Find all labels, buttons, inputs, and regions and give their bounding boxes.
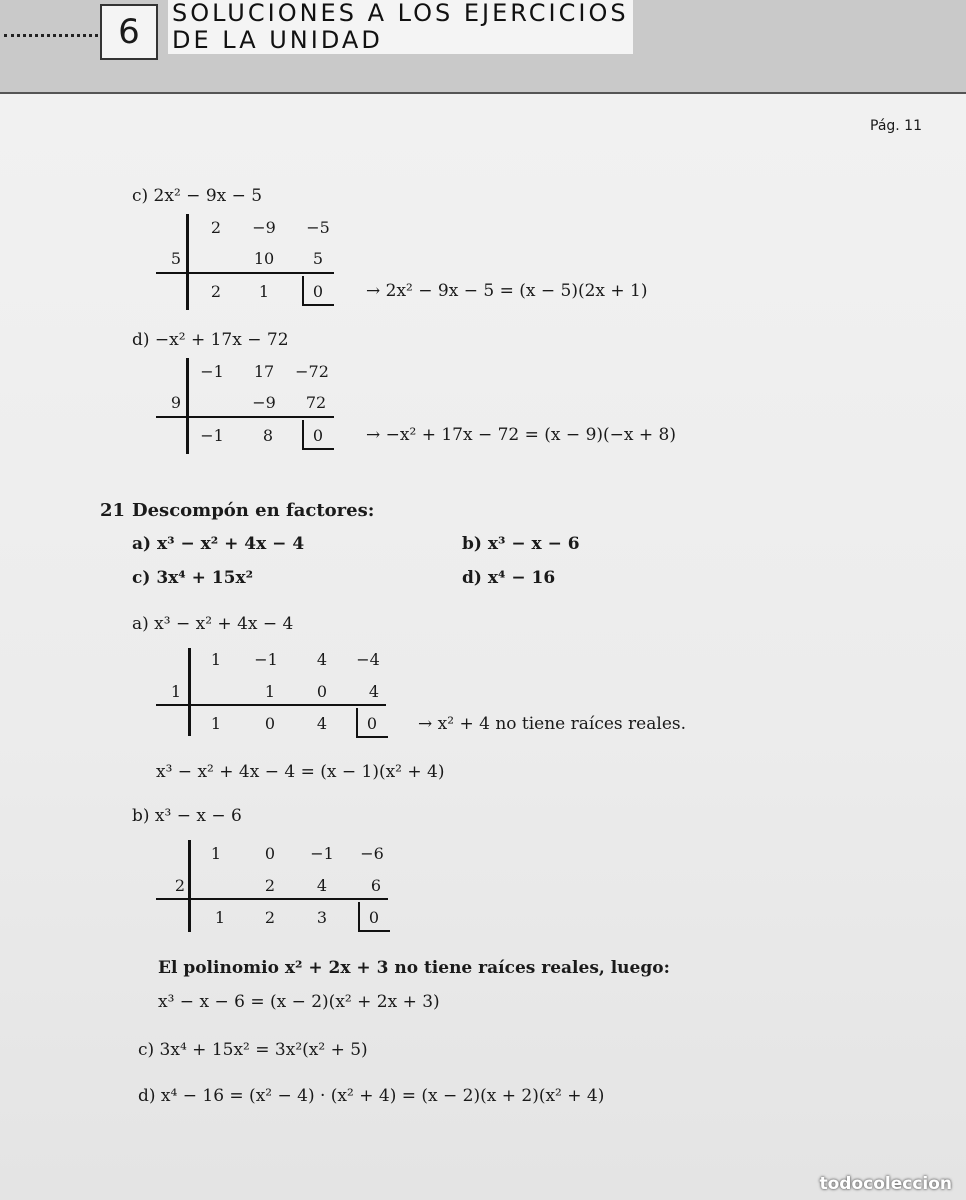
unit-title-line1: SOLUCIONES A LOS EJERCICIOS xyxy=(172,0,629,27)
ruffini-hbar xyxy=(156,704,386,706)
page-number: Pág. 11 xyxy=(870,118,922,134)
ruffini-cell: −72 xyxy=(295,362,329,381)
ruffini-cell: 0 xyxy=(264,714,276,733)
remainder-box xyxy=(302,276,334,306)
solution-b-note: El polinomio x² + 2x + 3 no tiene raíces reales, luego: xyxy=(158,958,670,978)
solution-d: d) x⁴ − 16 = (x² − 4) · (x² + 4) = (x − 2)(x + 2)(x² + 4) xyxy=(138,1086,605,1106)
solution-c: c) 3x⁴ + 15x² = 3x²(x² + 5) xyxy=(138,1040,368,1060)
ruffini-cell: 0 xyxy=(264,844,276,863)
ruffini-cell: −9 xyxy=(252,393,276,412)
ruffini-cell: −1 xyxy=(254,650,278,669)
exercise-item-b: b) x³ − x − 6 xyxy=(462,534,580,554)
ruffini-cell: 2 xyxy=(210,218,222,237)
unit-number: 6 xyxy=(118,12,140,52)
ruffini-cell: 10 xyxy=(253,249,275,268)
exercise-item-d: d) x⁴ − 16 xyxy=(462,568,556,588)
ruffini-cell: 3 xyxy=(316,908,328,927)
ruffini-cell: 4 xyxy=(316,876,328,895)
exercise-item-c: c) 3x⁴ + 15x² xyxy=(132,568,254,588)
ruffini-cell: 1 xyxy=(210,650,222,669)
ruffini-cell: 4 xyxy=(316,714,328,733)
unit-title-line2: DE LA UNIDAD xyxy=(172,26,383,54)
ruffini-cell: 6 xyxy=(370,876,382,895)
ruffini-cell: 8 xyxy=(262,426,274,445)
ruffini-cell: 4 xyxy=(368,682,380,701)
ruffini-hbar xyxy=(156,898,388,900)
solution-a-result: x³ − x² + 4x − 4 = (x − 1)(x² + 4) xyxy=(156,762,445,782)
ruffini-cell: 2 xyxy=(210,282,222,301)
ruffini-cell: −1 xyxy=(310,844,334,863)
ruffini-cell: 5 xyxy=(312,249,324,268)
solution-a-label: a) x³ − x² + 4x − 4 xyxy=(132,614,294,634)
unit-number-box xyxy=(100,4,158,60)
ruffini-cell: −1 xyxy=(200,362,224,381)
watermark-logo: todocoleccion xyxy=(819,1174,952,1194)
ruffini-divisor: 2 xyxy=(174,876,186,895)
ruffini-cell: 4 xyxy=(316,650,328,669)
ruffini-cell: −5 xyxy=(306,218,330,237)
ruffini-cell: 1 xyxy=(258,282,270,301)
remainder-box xyxy=(356,708,388,738)
ruffini-cell: 1 xyxy=(210,714,222,733)
solution-b-result: x³ − x − 6 = (x − 2)(x² + 2x + 3) xyxy=(158,992,440,1012)
ruffini-remainder: 0 xyxy=(368,908,380,927)
ruffini-cell: −4 xyxy=(356,650,380,669)
ruffini-cell: 17 xyxy=(253,362,275,381)
solution-a-note: → x² + 4 no tiene raíces reales. xyxy=(418,714,687,734)
ruffini-hbar xyxy=(156,416,334,418)
remainder-box xyxy=(358,902,390,932)
part-d-label: d) −x² + 17x − 72 xyxy=(132,330,289,350)
exercise-item-a: a) x³ − x² + 4x − 4 xyxy=(132,534,305,554)
ruffini-cell: 1 xyxy=(264,682,276,701)
ruffini-cell: 1 xyxy=(214,908,226,927)
ruffini-remainder: 0 xyxy=(312,282,324,301)
ruffini-remainder: 0 xyxy=(312,426,324,445)
ruffini-cell: −6 xyxy=(360,844,384,863)
part-c-label: c) 2x² − 9x − 5 xyxy=(132,186,263,206)
ruffini-divisor: 5 xyxy=(170,249,182,268)
ruffini-divisor: 9 xyxy=(170,393,182,412)
dotted-rule xyxy=(4,34,98,37)
part-c-result: → 2x² − 9x − 5 = (x − 5)(2x + 1) xyxy=(366,281,648,301)
exercise-statement: Descompón en factores: xyxy=(132,500,375,521)
ruffini-divisor: 1 xyxy=(170,682,182,701)
unit-title xyxy=(168,0,633,54)
part-d-result: → −x² + 17x − 72 = (x − 9)(−x + 8) xyxy=(366,425,676,445)
ruffini-cell: 2 xyxy=(264,908,276,927)
solution-b-label: b) x³ − x − 6 xyxy=(132,806,242,826)
remainder-box xyxy=(302,420,334,450)
ruffini-hbar xyxy=(156,272,334,274)
ruffini-cell: 1 xyxy=(210,844,222,863)
ruffini-cell: −1 xyxy=(200,426,224,445)
exercise-number: 21 xyxy=(100,500,126,521)
ruffini-cell: 2 xyxy=(264,876,276,895)
ruffini-cell: −9 xyxy=(252,218,276,237)
ruffini-cell: 0 xyxy=(316,682,328,701)
ruffini-remainder: 0 xyxy=(366,714,378,733)
ruffini-cell: 72 xyxy=(305,393,327,412)
